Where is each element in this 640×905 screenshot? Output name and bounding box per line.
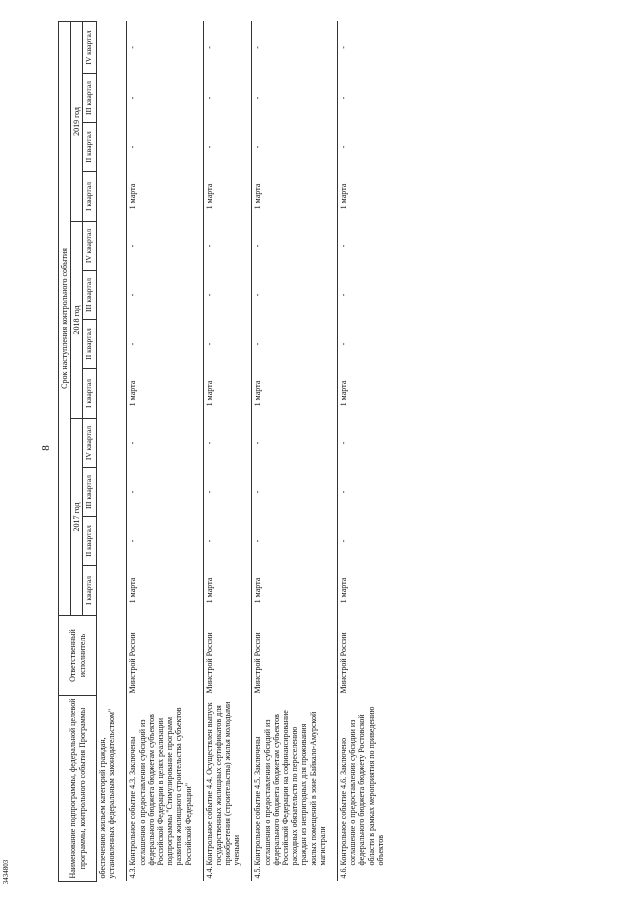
- header-quarter: III квартал: [83, 271, 97, 320]
- header-year-2017: 2017 год: [71, 419, 83, 616]
- deadline-dash: -: [127, 468, 203, 517]
- header-name-column: Наименование подпрограммы, федеральной целевой программы, контрольного события Программы: [59, 696, 97, 882]
- header-deadline: Срок наступления контрольного события: [59, 21, 71, 615]
- deadline-dash: -: [337, 517, 394, 566]
- header-quarter: II квартал: [83, 517, 97, 566]
- table-row: [127, 21, 203, 881]
- header-quarter: I квартал: [83, 566, 97, 616]
- deadline-dash: -: [203, 419, 252, 468]
- deadline-dash: -: [337, 468, 394, 517]
- row-text: Контрольное событие 4.3. Заключены соглашения о предоставлении субсидий из федерального бюджета бюджетам субъектов Российской Федерации в целях реализации подпрограммы "Стимулирование программ развития жилищного строительства субъектов Российской Федерации": [127, 696, 203, 868]
- deadline-dash: -: [252, 517, 338, 566]
- row-responsible: Минстрой России: [337, 616, 394, 696]
- deadline-date: 1 марта: [252, 369, 338, 419]
- deadline-date: 1 марта: [203, 172, 252, 222]
- table-row: [337, 21, 394, 881]
- header-year-2019: 2019 год: [71, 21, 83, 221]
- row-responsible: Минстрой России: [127, 616, 203, 696]
- deadline-date: 1 марта: [127, 172, 203, 222]
- deadline-dash: -: [337, 320, 394, 369]
- deadline-dash: -: [252, 419, 338, 468]
- deadline-date: 1 марта: [127, 369, 203, 419]
- table-body: [97, 21, 395, 881]
- deadline-dash: -: [337, 222, 394, 271]
- table-header: [59, 21, 97, 881]
- deadline-dash: -: [127, 222, 203, 271]
- row-number: 4.6.: [337, 868, 394, 882]
- row-number: 4.3.: [127, 868, 203, 882]
- deadline-dash: -: [127, 419, 203, 468]
- deadline-dash: -: [337, 74, 394, 123]
- row-text: Контрольное событие 4.4. Осуществлен выпуск государственных жилищных сертификатов для приобретения (строительства) жилья молодыми учеными: [203, 696, 252, 868]
- row-text: обеспечению жильем категорий граждан, установленных федеральным законодательством": [98, 708, 117, 879]
- deadline-dash: -: [203, 222, 252, 271]
- header-quarter: IV квартал: [83, 222, 97, 271]
- deadline-dash: -: [252, 123, 338, 172]
- header-quarter: II квартал: [83, 123, 97, 172]
- deadline-date: 1 марта: [337, 566, 394, 616]
- deadline-dash: -: [337, 123, 394, 172]
- deadline-dash: -: [203, 320, 252, 369]
- row-empty: [97, 21, 127, 695]
- deadline-dash: -: [337, 419, 394, 468]
- deadline-dash: -: [203, 517, 252, 566]
- rotated-table-container: [58, 22, 613, 882]
- deadline-dash: -: [252, 468, 338, 517]
- header-quarter: I квартал: [83, 172, 97, 222]
- header-year-2018: 2018 год: [71, 222, 83, 419]
- page-number: 8: [40, 445, 52, 451]
- deadline-dash: -: [127, 271, 203, 320]
- deadline-dash: -: [203, 468, 252, 517]
- deadline-dash: -: [337, 21, 394, 73]
- document-id: 3434803: [2, 859, 10, 885]
- header-quarter: II квартал: [83, 320, 97, 369]
- deadline-dash: -: [252, 320, 338, 369]
- deadline-date: 1 марта: [252, 566, 338, 616]
- header-quarter: I квартал: [83, 369, 97, 419]
- table-row: [97, 21, 127, 881]
- row-number: 4.4.: [203, 868, 252, 882]
- deadline-date: 1 марта: [203, 566, 252, 616]
- deadline-date: 1 марта: [127, 566, 203, 616]
- deadline-dash: -: [127, 74, 203, 123]
- deadline-dash: -: [252, 21, 338, 73]
- deadline-date: 1 марта: [337, 369, 394, 419]
- deadline-date: 1 марта: [252, 172, 338, 222]
- deadline-date: 1 марта: [203, 369, 252, 419]
- deadline-dash: -: [203, 123, 252, 172]
- deadline-dash: -: [127, 123, 203, 172]
- deadline-dash: -: [252, 222, 338, 271]
- deadline-dash: -: [203, 21, 252, 73]
- row-responsible: Минстрой России: [252, 616, 338, 696]
- deadline-dash: -: [127, 21, 203, 73]
- row-number: 4.5.: [252, 868, 338, 882]
- header-quarter: III квартал: [83, 468, 97, 517]
- row-text: Контрольное событие 4.6. Заключено соглашение о предоставлении субсидии из федерального бюджета бюджету Ростовской области в рамках мероприятия по приведению объектов: [337, 696, 394, 868]
- deadline-dash: -: [337, 271, 394, 320]
- deadline-dash: -: [252, 271, 338, 320]
- deadline-dash: -: [203, 74, 252, 123]
- deadline-dash: -: [127, 320, 203, 369]
- table-row: [203, 21, 252, 881]
- header-quarter: III квартал: [83, 74, 97, 123]
- header-responsible-column: Ответственный исполнитель: [59, 616, 97, 696]
- row-responsible: Минстрой России: [203, 616, 252, 696]
- header-quarter: IV квартал: [83, 419, 97, 468]
- table-row: [252, 21, 338, 881]
- deadline-dash: -: [203, 271, 252, 320]
- header-quarter: IV квартал: [83, 21, 97, 73]
- deadline-date: 1 марта: [337, 172, 394, 222]
- control-events-table: [58, 21, 395, 882]
- row-text: Контрольное событие 4.5. Заключены соглашения о предоставлении субсидий из федерального бюджета бюджетам субъектов Российской Федерации на софинансирование расходных обязательств по переселению граждан из непригодных для проживания жилых помещений в зоне Байкало-Амурской магистрали: [252, 696, 338, 868]
- deadline-dash: -: [127, 517, 203, 566]
- deadline-dash: -: [252, 74, 338, 123]
